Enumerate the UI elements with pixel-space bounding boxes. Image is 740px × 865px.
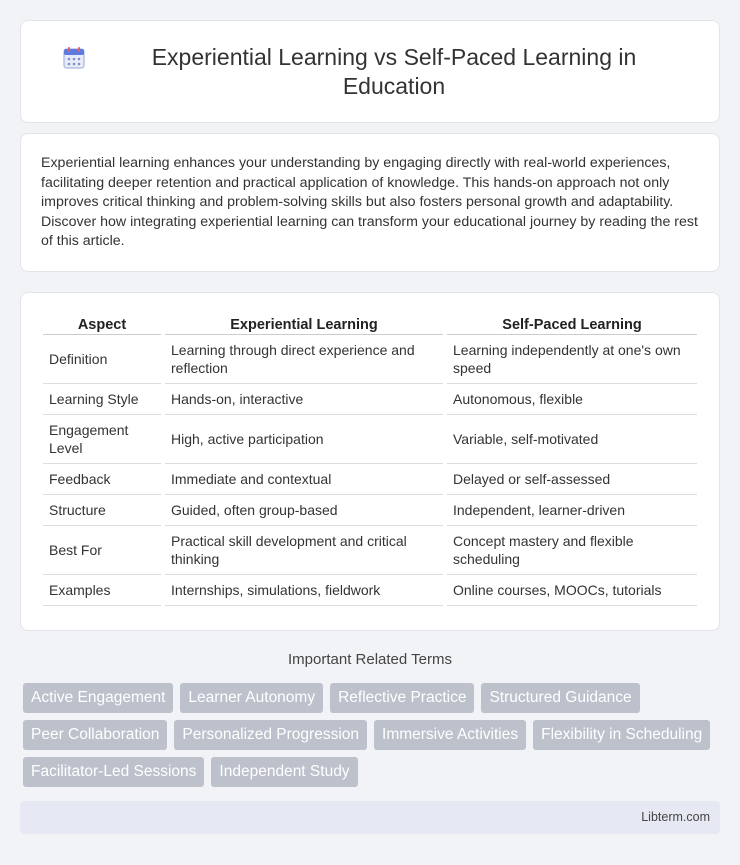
- related-term-tag[interactable]: Immersive Activities: [374, 720, 526, 750]
- cell-experiential: Learning through direct experience and reflection: [165, 335, 443, 384]
- cell-aspect: Best For: [43, 526, 161, 575]
- footer-site-link[interactable]: Libterm.com: [641, 810, 710, 824]
- cell-experiential: Guided, often group-based: [165, 495, 443, 526]
- cell-aspect: Examples: [43, 575, 161, 606]
- table-row: [43, 575, 697, 606]
- cell-experiential: Internships, simulations, fieldwork: [165, 575, 443, 606]
- intro-card: [20, 133, 720, 272]
- header-experiential: Experiential Learning: [165, 315, 443, 335]
- calendar-icon: [61, 45, 87, 71]
- header-aspect: Aspect: [43, 315, 161, 335]
- table-row: [43, 415, 697, 464]
- footer: [20, 801, 720, 834]
- table-header-row: [43, 315, 697, 335]
- table-row: [43, 495, 697, 526]
- comparison-table-card: [20, 292, 720, 631]
- related-term-tag[interactable]: Facilitator-Led Sessions: [23, 757, 204, 787]
- cell-experiential: Immediate and contextual: [165, 464, 443, 495]
- related-term-tag[interactable]: Structured Guidance: [481, 683, 639, 713]
- related-term-tag[interactable]: Personalized Progression: [174, 720, 367, 750]
- cell-aspect: Learning Style: [43, 384, 161, 415]
- related-terms-list: [23, 683, 723, 787]
- related-term-tag[interactable]: Learner Autonomy: [180, 683, 323, 713]
- related-term-tag[interactable]: Active Engagement: [23, 683, 173, 713]
- related-term-tag[interactable]: Flexibility in Scheduling: [533, 720, 710, 750]
- intro-paragraph: Experiential learning enhances your understanding by engaging directly with real-world experiences, facilitating deeper retention and practical application of knowledge. This hands-on approach not only improves critical thinking and problem-solving skills but also fosters personal growth and adaptability. Discover how integrating experiential learning can transform your educational journey by reading the rest of this article.: [41, 155, 698, 249]
- cell-self-paced: Concept mastery and flexible scheduling: [447, 526, 697, 575]
- cell-self-paced: Online courses, MOOCs, tutorials: [447, 575, 697, 606]
- table-row: [43, 335, 697, 384]
- page-title: Experiential Learning vs Self-Paced Learning in Education: [151, 43, 637, 99]
- cell-aspect: Structure: [43, 495, 161, 526]
- table-row: [43, 464, 697, 495]
- related-term-tag[interactable]: Reflective Practice: [330, 683, 474, 713]
- related-terms-heading: Important Related Terms: [288, 651, 452, 668]
- header-self-paced: Self-Paced Learning: [447, 315, 697, 335]
- cell-self-paced: Independent, learner-driven: [447, 495, 697, 526]
- cell-self-paced: Autonomous, flexible: [447, 384, 697, 415]
- cell-self-paced: Delayed or self-assessed: [447, 464, 697, 495]
- title-row: [21, 21, 719, 122]
- related-term-tag[interactable]: Independent Study: [211, 757, 357, 787]
- related-term-tag[interactable]: Peer Collaboration: [23, 720, 167, 750]
- cell-self-paced: Variable, self-motivated: [447, 415, 697, 464]
- cell-aspect: Engagement Level: [43, 415, 161, 464]
- comparison-table: [39, 315, 701, 606]
- table-row: [43, 526, 697, 575]
- cell-experiential: Practical skill development and critical thinking: [165, 526, 443, 575]
- title-card: [20, 20, 720, 123]
- table-row: [43, 384, 697, 415]
- cell-self-paced: Learning independently at one's own speed: [447, 335, 697, 384]
- cell-experiential: High, active participation: [165, 415, 443, 464]
- cell-aspect: Definition: [43, 335, 161, 384]
- cell-experiential: Hands-on, interactive: [165, 384, 443, 415]
- cell-aspect: Feedback: [43, 464, 161, 495]
